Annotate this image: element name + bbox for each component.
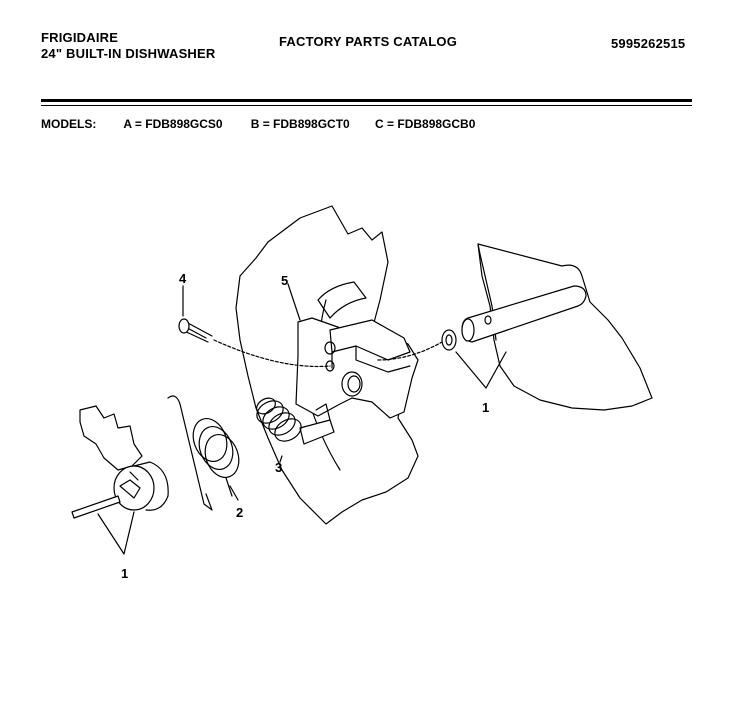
callout-3: 3 <box>275 460 283 475</box>
part-number: 5995262515 <box>611 36 686 51</box>
catalog-title: FACTORY PARTS CATALOG <box>279 34 458 49</box>
model-a: A = FDB898GCS0 <box>123 117 223 131</box>
product-name: 24" BUILT-IN DISHWASHER <box>41 46 216 61</box>
callout-1-right: 1 <box>482 400 490 415</box>
callout-4: 4 <box>179 271 187 286</box>
callout-1-left: 1 <box>121 566 129 581</box>
callout-2: 2 <box>236 505 244 520</box>
leader-1-left <box>98 512 134 554</box>
brand-name: FRIGIDAIRE <box>41 30 119 45</box>
pin <box>72 496 120 518</box>
callout-5: 5 <box>281 273 289 288</box>
models-label: MODELS: <box>41 117 97 131</box>
model-b: B = FDB898GCT0 <box>250 117 350 131</box>
spring-coil-2 <box>168 396 245 510</box>
washer <box>442 330 456 350</box>
hinge-bracket <box>80 406 142 470</box>
model-c: C = FDB898GCB0 <box>375 117 476 131</box>
